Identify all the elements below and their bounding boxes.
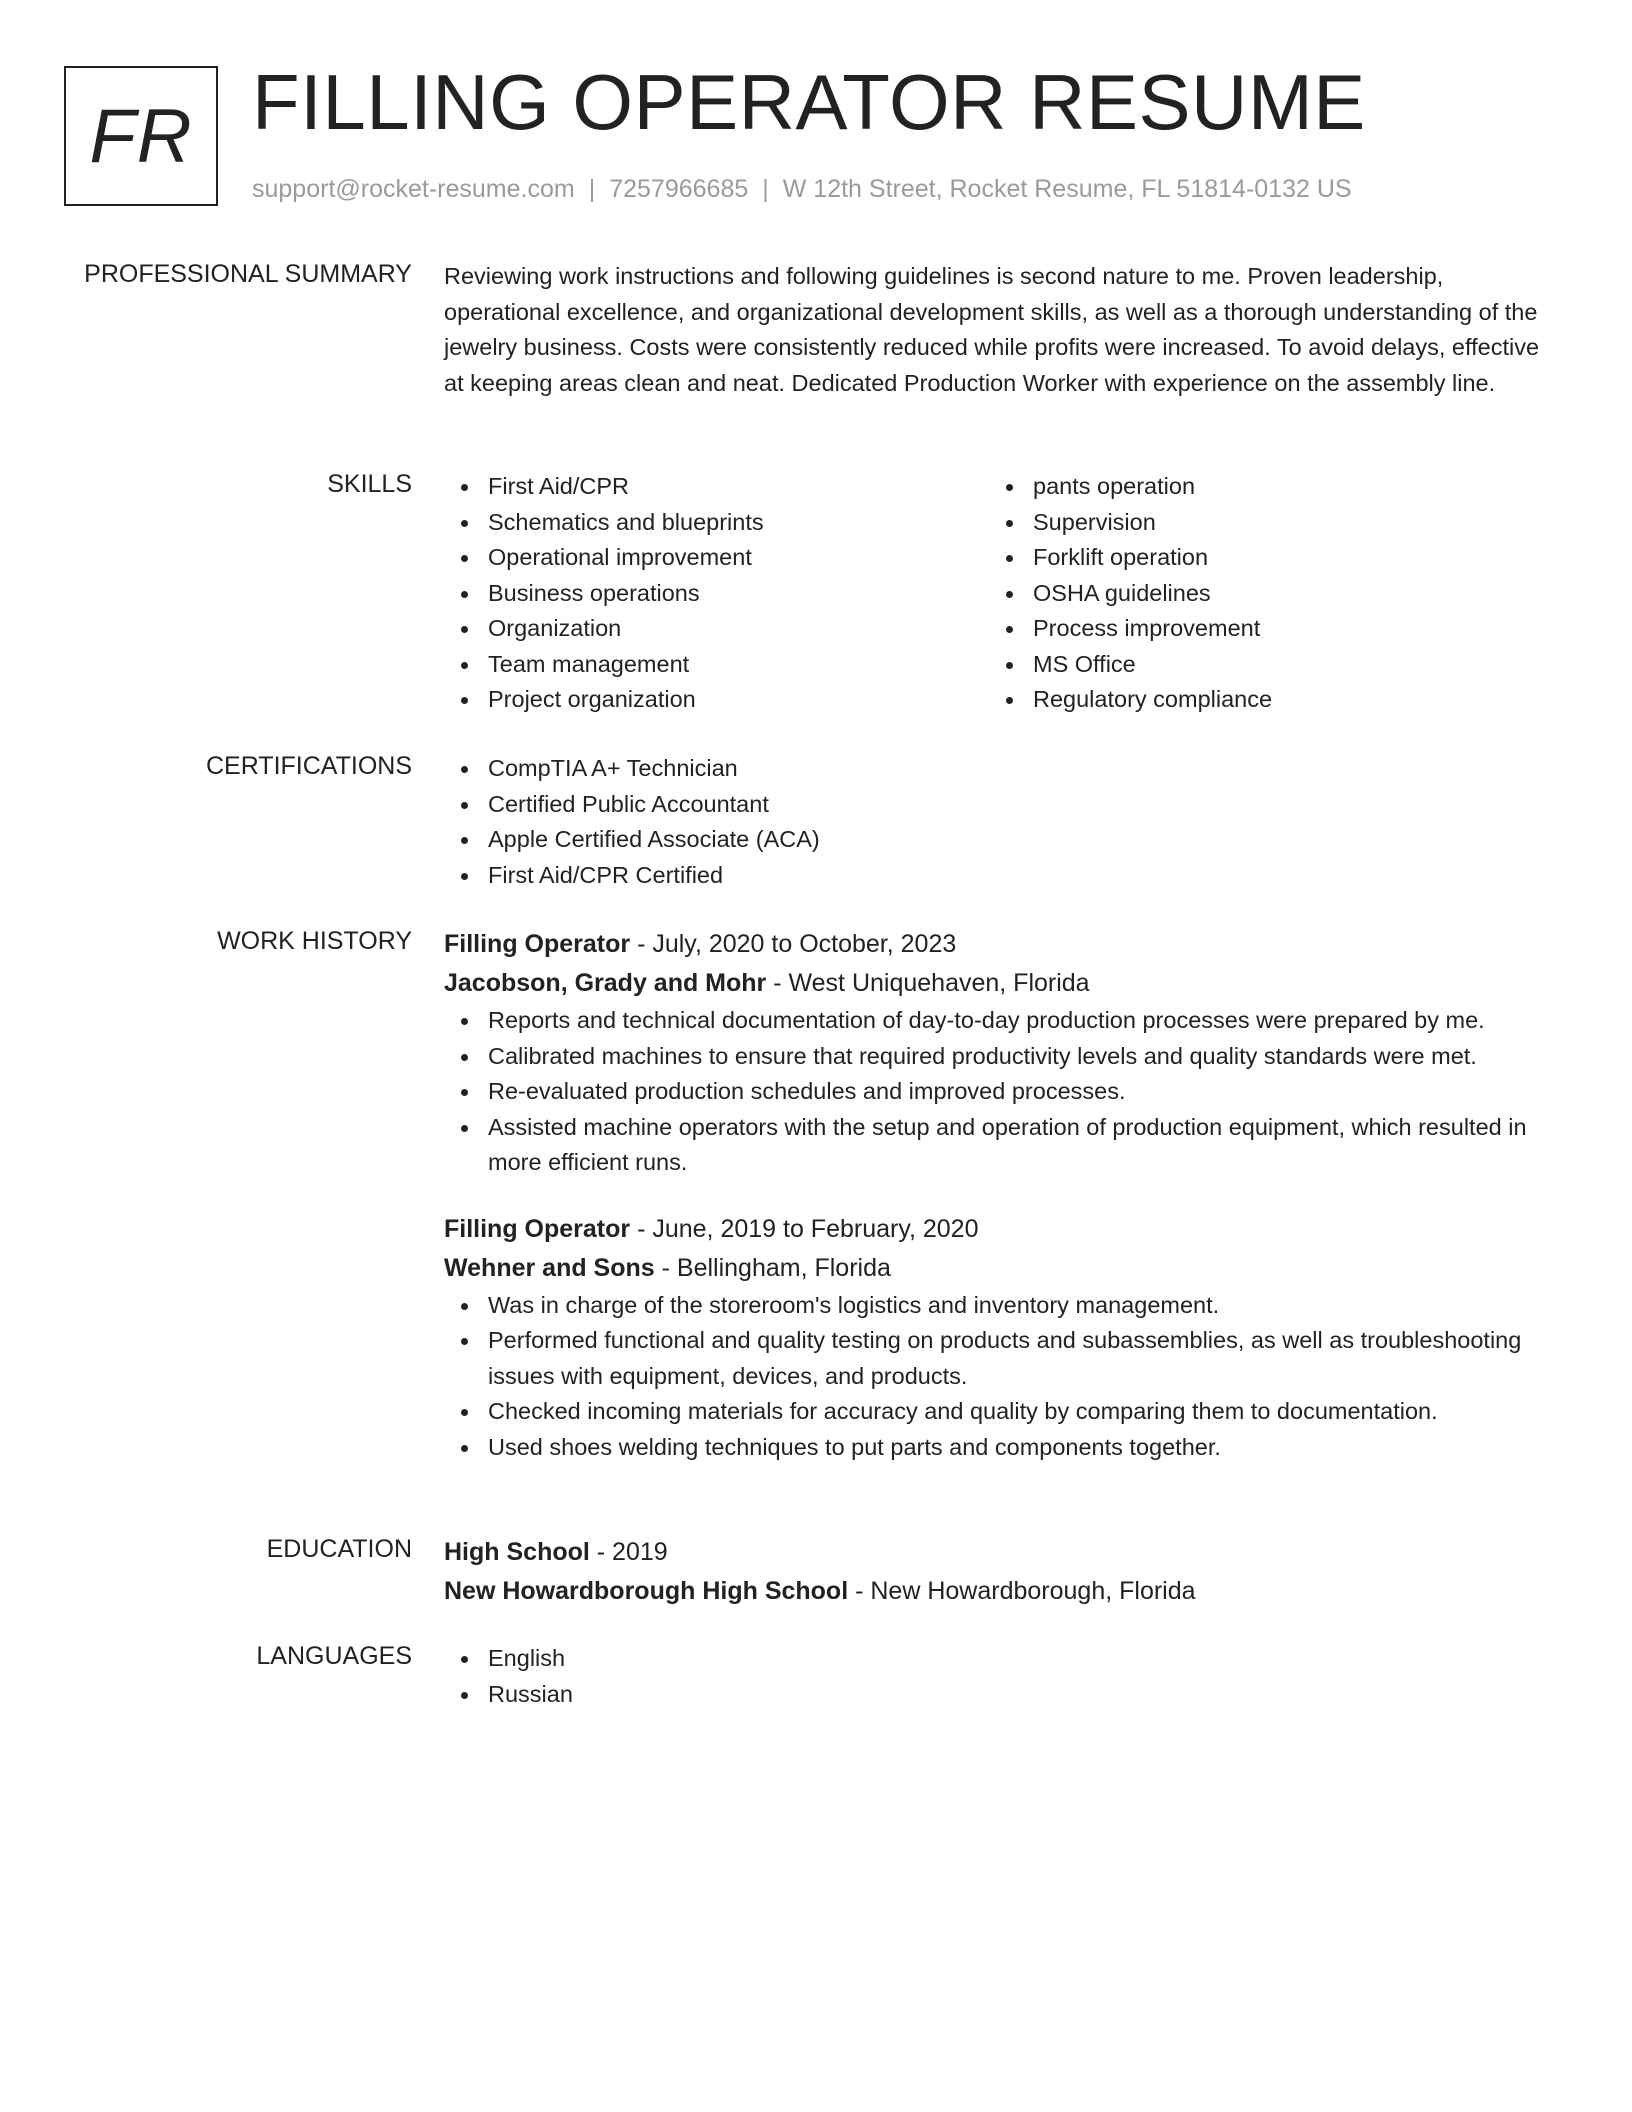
contact-line (252, 174, 1352, 204)
job-company-line (444, 1249, 1554, 1288)
job-duties-list (444, 1003, 1554, 1181)
job-duty: Re-evaluated production schedules and improved processes. (444, 1074, 1554, 1110)
contact-phone[interactable]: 7257966685 (609, 175, 749, 203)
education-degree: High School (444, 1538, 590, 1566)
summary-text: Reviewing work instructions and following guidelines is second nature to me. Proven leadership, operational excellence, and organizational development skills, as well as a thorough understanding of the jewelry business. Costs were consistently reduced while profits were increased. To avoid delays, effective at keeping areas clean and neat. Dedicated Production Worker with experience on the assembly line. (444, 263, 1540, 396)
job-company-line (444, 964, 1554, 1003)
skill-item: Business operations (444, 576, 989, 612)
job-title: Filling Operator (444, 930, 631, 958)
skill-item: First Aid/CPR (444, 469, 989, 505)
skill-item: Project organization (444, 682, 989, 718)
language-item: English (444, 1641, 1554, 1677)
job-duty: Checked incoming materials for accuracy and quality by comparing them to documentation. (444, 1394, 1554, 1430)
contact-email[interactable]: support@rocket-resume.com (252, 175, 575, 203)
job-dates: - July, 2020 to October, 2023 (630, 930, 957, 958)
section-label-skills: SKILLS (327, 470, 412, 498)
resume-title: FILLING OPERATOR RESUME (252, 58, 1366, 146)
certification-item: Certified Public Accountant (444, 787, 1554, 823)
job-title-line (444, 925, 1554, 964)
skill-item: Regulatory compliance (989, 682, 1534, 718)
skill-item: Process improvement (989, 611, 1534, 647)
contact-separator: | (762, 175, 769, 203)
section-label-education: EDUCATION (266, 1535, 412, 1563)
skills-list-left (444, 469, 989, 718)
job-duty: Used shoes welding techniques to put parts and components together. (444, 1430, 1554, 1466)
language-item: Russian (444, 1677, 1554, 1713)
certification-item: First Aid/CPR Certified (444, 858, 1554, 894)
education-location: - New Howardborough, Florida (848, 1577, 1196, 1605)
job-company: Jacobson, Grady and Mohr (444, 969, 767, 997)
job-duty: Assisted machine operators with the setup and operation of production equipment, which resulted in more efficient runs. (444, 1110, 1554, 1181)
education-year: - 2019 (589, 1538, 668, 1566)
education-school: New Howardborough High School (444, 1577, 849, 1605)
education-degree-line (444, 1533, 1554, 1572)
skills-list-right (989, 469, 1534, 718)
work-history-body (444, 925, 1554, 1465)
job-location: - Bellingham, Florida (654, 1253, 891, 1282)
skill-item: pants operation (989, 469, 1534, 505)
languages-body (444, 1641, 1554, 1712)
skill-item: Organization (444, 611, 989, 647)
contact-address: W 12th Street, Rocket Resume, FL 51814-0132 US (782, 175, 1352, 203)
job-duties-list (444, 1288, 1554, 1466)
skill-item: Supervision (989, 505, 1534, 541)
skill-item: Forklift operation (989, 540, 1534, 576)
skills-body (444, 469, 1554, 718)
education-school-line (444, 1572, 1554, 1611)
section-label-work-history: WORK HISTORY (217, 927, 412, 955)
skill-item: OSHA guidelines (989, 576, 1534, 612)
job-company: Wehner and Sons (444, 1253, 655, 1282)
certification-item: CompTIA A+ Technician (444, 751, 1554, 787)
skill-item: Schematics and blueprints (444, 505, 989, 541)
monogram-badge: FR (64, 66, 218, 206)
job-entry (444, 925, 1554, 1181)
languages-list (444, 1641, 1554, 1712)
section-label-languages: LANGUAGES (256, 1642, 412, 1670)
skill-item: MS Office (989, 647, 1534, 683)
job-duty: Calibrated machines to ensure that required productivity levels and quality standards were met. (444, 1039, 1554, 1075)
job-duty: Reports and technical documentation of day-to-day production processes were prepared by me. (444, 1003, 1554, 1039)
job-title: Filling Operator (444, 1214, 631, 1243)
job-title-line (444, 1210, 1554, 1249)
job-entry (444, 1210, 1554, 1466)
skill-item: Operational improvement (444, 540, 989, 576)
job-duty: Was in charge of the storeroom's logistics and inventory management. (444, 1288, 1554, 1324)
job-duty: Performed functional and quality testing on products and subassemblies, as well as troubleshooting issues with equipment, devices, and products. (444, 1323, 1554, 1394)
certification-item: Apple Certified Associate (ACA) (444, 822, 1554, 858)
section-label-summary: PROFESSIONAL SUMMARY (84, 260, 412, 288)
skill-item: Team management (444, 647, 989, 683)
education-body (444, 1533, 1554, 1611)
job-location: - West Uniquehaven, Florida (766, 969, 1090, 997)
certifications-list (444, 751, 1554, 893)
job-dates: - June, 2019 to February, 2020 (630, 1214, 979, 1243)
contact-separator: | (588, 175, 596, 203)
certifications-body (444, 751, 1554, 893)
section-label-certifications: CERTIFICATIONS (205, 752, 412, 780)
